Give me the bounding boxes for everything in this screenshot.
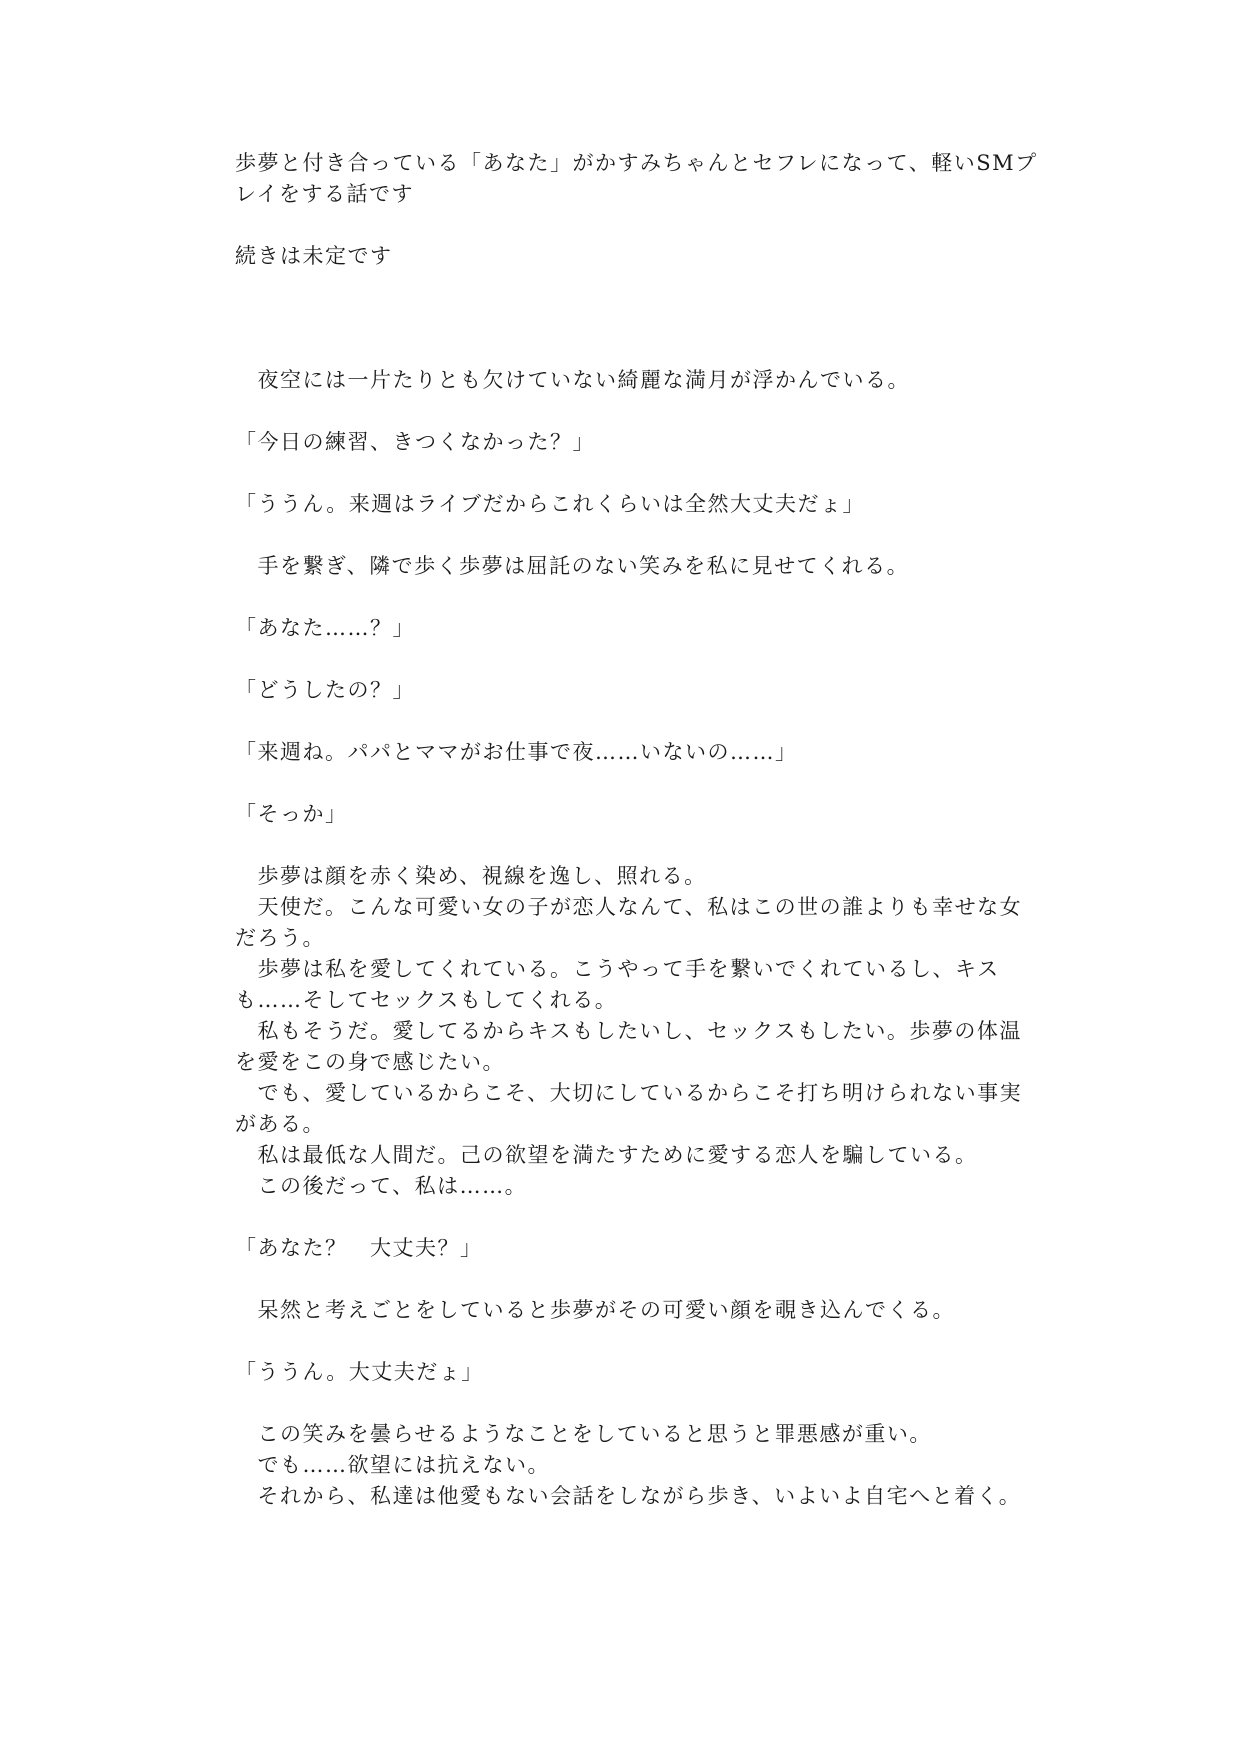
- text-line: 歩夢は私を愛してくれている。こうやって手を繋いでくれているし、キス: [235, 957, 1000, 981]
- text-line: 歩夢は顔を赤く染め、視線を逸し、照れる。: [235, 864, 707, 888]
- text-line: 「来週ね。パパとママがお仕事で夜……いないの……」: [235, 740, 798, 764]
- text-line: 天使だ。こんな可愛い女の子が恋人なんて、私はこの世の誰よりも幸せな女: [235, 895, 1023, 919]
- text-line: でも、愛しているからこそ、大切にしているからこそ打ち明けられない事実: [235, 1081, 1023, 1105]
- text-line: 続きは未定です: [235, 244, 393, 268]
- text-line: 「今日の練習、きつくなかった？」: [235, 430, 595, 454]
- text-line: も……そしてセックスもしてくれる。: [235, 988, 618, 1012]
- text-line: 「そっか」: [235, 802, 348, 826]
- blank-line: [235, 396, 1015, 427]
- text-line: レイをする話です: [235, 182, 414, 206]
- blank-line: [235, 520, 1015, 551]
- blank-line: [235, 272, 1015, 303]
- blank-line: [235, 582, 1015, 613]
- text-line: 「ううん。大丈夫だょ」: [235, 1360, 484, 1384]
- blank-line: [235, 1202, 1015, 1233]
- blank-line: [235, 768, 1015, 799]
- document-page: [235, 148, 1038, 1512]
- blank-line: [235, 458, 1015, 489]
- text-line: でも……欲望には抗えない。: [235, 1453, 550, 1477]
- text-line: 歩夢と付き合っている「あなた」がかすみちゃんとセフレになって、軽いSMプ: [235, 151, 1038, 175]
- text-line: 夜空には一片たりとも欠けていない綺麗な満月が浮かんでいる。: [235, 368, 910, 392]
- text-line: この笑みを曇らせるようなことをしていると思うと罪悪感が重い。: [235, 1422, 932, 1446]
- text-line: 「あなた？ 大丈夫？」: [235, 1236, 483, 1260]
- blank-line: [235, 644, 1015, 675]
- text-line: 呆然と考えごとをしていると歩夢がその可愛い顔を覗き込んでくる。: [235, 1298, 955, 1322]
- text-line: 「どうしたの？」: [235, 678, 415, 702]
- blank-line: [235, 830, 1015, 861]
- blank-line: [235, 1388, 1015, 1419]
- text-line: がある。: [235, 1112, 325, 1136]
- blank-line: [235, 1264, 1015, 1295]
- text-line: この後だって、私は……。: [235, 1174, 528, 1198]
- text-line: それから、私達は他愛もない会話をしながら歩き、いよいよ自宅へと着く。: [235, 1484, 1022, 1508]
- text-line: 「ううん。来週はライブだからこれくらいは全然大丈夫だょ」: [235, 492, 865, 516]
- text-line: 私は最低な人間だ。己の欲望を満たすために愛する恋人を騙している。: [235, 1143, 978, 1167]
- blank-line: [235, 1326, 1015, 1357]
- text-line: 手を繋ぎ、隣で歩く歩夢は屈託のない笑みを私に見せてくれる。: [235, 554, 910, 578]
- blank-line: [235, 303, 1015, 334]
- blank-line: [235, 334, 1015, 365]
- blank-line: [235, 706, 1015, 737]
- blank-line: [235, 210, 1015, 241]
- text-line: 私もそうだ。愛してるからキスもしたいし、セックスもしたい。歩夢の体温: [235, 1019, 1022, 1043]
- text-line: だろう。: [235, 926, 325, 950]
- text-line: を愛をこの身で感じたい。: [235, 1050, 505, 1074]
- text-line: 「あなた……？」: [235, 616, 415, 640]
